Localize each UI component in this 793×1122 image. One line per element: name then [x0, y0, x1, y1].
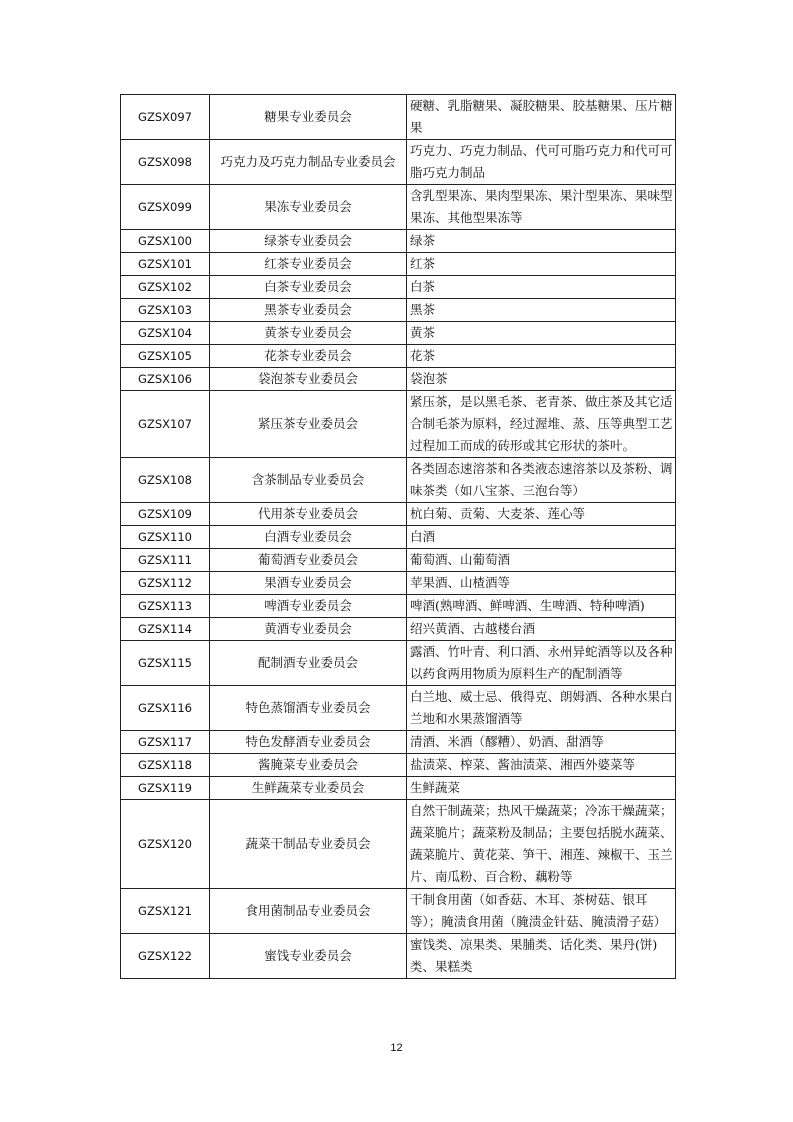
- committee-code-cell: GZSX112: [121, 572, 210, 595]
- committee-code-cell: GZSX115: [121, 641, 210, 686]
- committee-code-cell: GZSX101: [121, 253, 210, 276]
- product-scope-cell: 白茶: [407, 276, 676, 299]
- committee-name-cell: 蜜饯专业委员会: [210, 934, 407, 979]
- committee-name-cell: 黄酒专业委员会: [210, 618, 407, 641]
- committee-name-cell: 紧压茶专业委员会: [210, 391, 407, 458]
- table-row: [121, 889, 676, 934]
- product-scope-cell: 黑茶: [407, 299, 676, 322]
- product-scope-cell: 含乳型果冻、果肉型果冻、果汁型果冻、果味型果冻、其他型果冻等: [407, 185, 676, 230]
- product-scope-cell: 杭白菊、贡菊、大麦茶、莲心等: [407, 503, 676, 526]
- table-row: [121, 549, 676, 572]
- table-row: [121, 595, 676, 618]
- committee-code-cell: GZSX122: [121, 934, 210, 979]
- product-scope-cell: 各类固态速溶茶和各类液态速溶茶以及茶粉、调味茶类（如八宝茶、三泡台等）: [407, 458, 676, 503]
- table-row: [121, 391, 676, 458]
- committee-name-cell: 蔬菜干制品专业委员会: [210, 800, 407, 889]
- committee-code-cell: GZSX104: [121, 322, 210, 345]
- committee-code-cell: GZSX106: [121, 368, 210, 391]
- product-scope-cell: 绍兴黄酒、古越楼台酒: [407, 618, 676, 641]
- product-scope-cell: 盐渍菜、榨菜、酱油渍菜、湘西外婆菜等: [407, 754, 676, 777]
- committee-code-cell: GZSX107: [121, 391, 210, 458]
- committee-code-cell: GZSX105: [121, 345, 210, 368]
- table-row: [121, 276, 676, 299]
- committee-name-cell: 食用菌制品专业委员会: [210, 889, 407, 934]
- product-scope-cell: 清酒、米酒（醪糟）、奶酒、甜酒等: [407, 731, 676, 754]
- committee-name-cell: 花茶专业委员会: [210, 345, 407, 368]
- product-scope-cell: 干制食用菌（如香菇、木耳、茶树菇、银耳等）；腌渍食用菌（腌渍金针菇、腌渍滑子菇）: [407, 889, 676, 934]
- committee-code-cell: GZSX110: [121, 526, 210, 549]
- committee-code-cell: GZSX102: [121, 276, 210, 299]
- product-scope-cell: 巧克力、巧克力制品、代可可脂巧克力和代可可脂巧克力制品: [407, 140, 676, 185]
- table-row: [121, 322, 676, 345]
- table-row: [121, 934, 676, 979]
- table-row: [121, 185, 676, 230]
- table-row: [121, 641, 676, 686]
- committee-code-cell: GZSX119: [121, 777, 210, 800]
- table-row: [121, 526, 676, 549]
- committee-name-cell: 绿茶专业委员会: [210, 230, 407, 253]
- committee-code-cell: GZSX111: [121, 549, 210, 572]
- committee-table: [120, 94, 676, 979]
- product-scope-cell: 蜜饯类、凉果类、果脯类、话化类、果丹(饼)类、果糕类: [407, 934, 676, 979]
- table-row: [121, 731, 676, 754]
- committee-name-cell: 酱腌菜专业委员会: [210, 754, 407, 777]
- table-row: [121, 253, 676, 276]
- committee-table-body: [121, 95, 676, 979]
- table-row: [121, 618, 676, 641]
- table-row: [121, 800, 676, 889]
- table-row: [121, 777, 676, 800]
- committee-code-cell: GZSX103: [121, 299, 210, 322]
- page-number: 12: [390, 1042, 403, 1054]
- committee-code-cell: GZSX099: [121, 185, 210, 230]
- committee-name-cell: 果酒专业委员会: [210, 572, 407, 595]
- committee-code-cell: GZSX120: [121, 800, 210, 889]
- committee-name-cell: 生鲜蔬菜专业委员会: [210, 777, 407, 800]
- product-scope-cell: 生鲜蔬菜: [407, 777, 676, 800]
- committee-code-cell: GZSX113: [121, 595, 210, 618]
- table-row: [121, 754, 676, 777]
- committee-name-cell: 配制酒专业委员会: [210, 641, 407, 686]
- committee-name-cell: 代用茶专业委员会: [210, 503, 407, 526]
- committee-name-cell: 白酒专业委员会: [210, 526, 407, 549]
- product-scope-cell: 绿茶: [407, 230, 676, 253]
- table-row: [121, 95, 676, 140]
- product-scope-cell: 花茶: [407, 345, 676, 368]
- committee-name-cell: 啤酒专业委员会: [210, 595, 407, 618]
- committee-code-cell: GZSX117: [121, 731, 210, 754]
- table-row: [121, 686, 676, 731]
- product-scope-cell: 硬糖、乳脂糖果、凝胶糖果、胶基糖果、压片糖果: [407, 95, 676, 140]
- committee-name-cell: 黄茶专业委员会: [210, 322, 407, 345]
- product-scope-cell: 红茶: [407, 253, 676, 276]
- committee-name-cell: 含茶制品专业委员会: [210, 458, 407, 503]
- product-scope-cell: 自然干制蔬菜；热风干燥蔬菜；冷冻干燥蔬菜；蔬菜脆片；蔬菜粉及制品；主要包括脱水蔬菜、蔬菜脆片、黄花菜、笋干、湘莲、辣椒干、玉兰片、南瓜粉、百合粉、藕粉等: [407, 800, 676, 889]
- table-row: [121, 458, 676, 503]
- committee-name-cell: 袋泡茶专业委员会: [210, 368, 407, 391]
- product-scope-cell: 白酒: [407, 526, 676, 549]
- product-scope-cell: 葡萄酒、山葡萄酒: [407, 549, 676, 572]
- committee-name-cell: 糖果专业委员会: [210, 95, 407, 140]
- product-scope-cell: 露酒、竹叶青、利口酒、永州异蛇酒等以及各种以药食两用物质为原料生产的配制酒等: [407, 641, 676, 686]
- committee-name-cell: 黑茶专业委员会: [210, 299, 407, 322]
- product-scope-cell: 白兰地、威士忌、俄得克、朗姆酒、各种水果白兰地和水果蒸馏酒等: [407, 686, 676, 731]
- committee-name-cell: 红茶专业委员会: [210, 253, 407, 276]
- committee-code-cell: GZSX100: [121, 230, 210, 253]
- committee-name-cell: 果冻专业委员会: [210, 185, 407, 230]
- committee-code-cell: GZSX097: [121, 95, 210, 140]
- table-row: [121, 140, 676, 185]
- table-row: [121, 572, 676, 595]
- committee-code-cell: GZSX109: [121, 503, 210, 526]
- committee-code-cell: GZSX114: [121, 618, 210, 641]
- table-row: [121, 299, 676, 322]
- table-row: [121, 503, 676, 526]
- table-row: [121, 368, 676, 391]
- product-scope-cell: 袋泡茶: [407, 368, 676, 391]
- product-scope-cell: 苹果酒、山楂酒等: [407, 572, 676, 595]
- product-scope-cell: 紧压茶，是以黑毛茶、老青茶、做庄茶及其它适合制毛茶为原料，经过渥堆、蒸、压等典型工艺过程加工而成的砖形或其它形状的茶叶。: [407, 391, 676, 458]
- table-row: [121, 230, 676, 253]
- committee-code-cell: GZSX116: [121, 686, 210, 731]
- product-scope-cell: 啤酒(熟啤酒、鲜啤酒、生啤酒、特种啤酒): [407, 595, 676, 618]
- table-row: [121, 345, 676, 368]
- committee-name-cell: 葡萄酒专业委员会: [210, 549, 407, 572]
- product-scope-cell: 黄茶: [407, 322, 676, 345]
- committee-name-cell: 巧克力及巧克力制品专业委员会: [210, 140, 407, 185]
- committee-code-cell: GZSX098: [121, 140, 210, 185]
- committee-code-cell: GZSX108: [121, 458, 210, 503]
- committee-name-cell: 特色蒸馏酒专业委员会: [210, 686, 407, 731]
- committee-code-cell: GZSX121: [121, 889, 210, 934]
- committee-code-cell: GZSX118: [121, 754, 210, 777]
- committee-name-cell: 特色发酵酒专业委员会: [210, 731, 407, 754]
- committee-name-cell: 白茶专业委员会: [210, 276, 407, 299]
